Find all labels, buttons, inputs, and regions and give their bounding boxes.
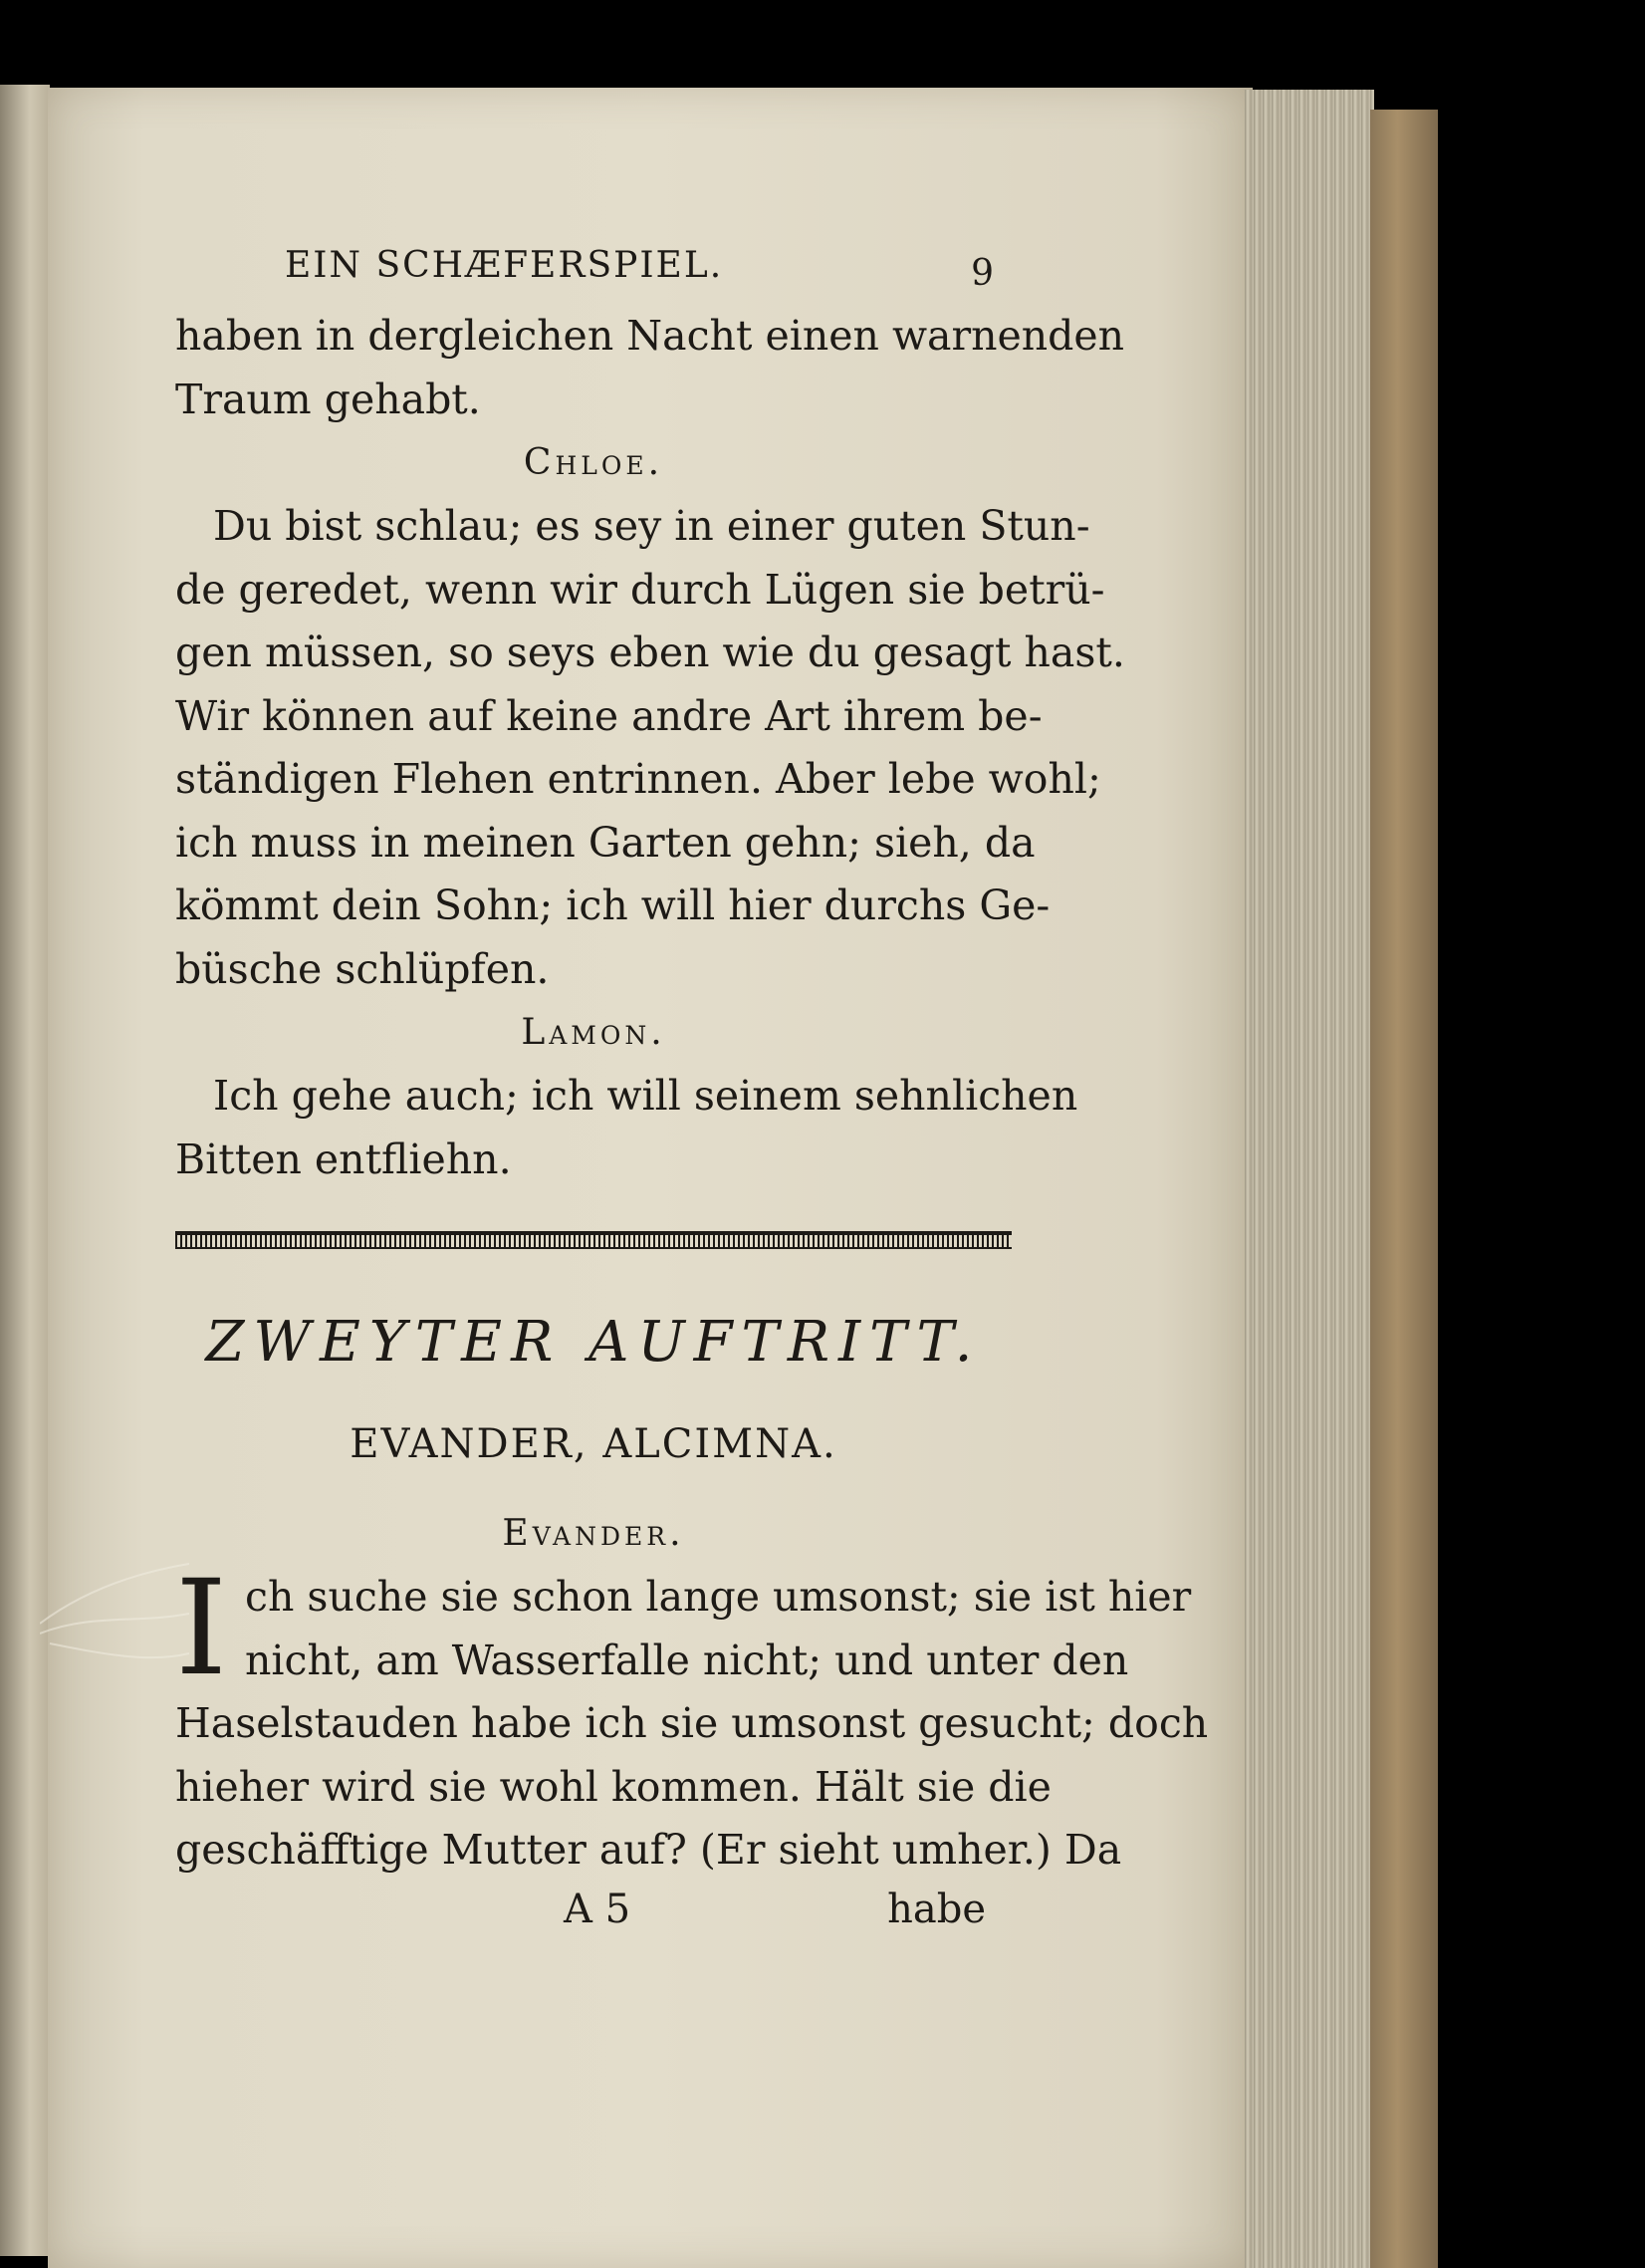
- speaker-lamon: Lamon.: [521, 1012, 666, 1053]
- text-line: nicht, am Wasserfalle nicht; und unter den: [245, 1636, 1129, 1684]
- text-line: kömmt dein Sohn; ich will hier durchs Ge-: [175, 882, 1051, 929]
- text-line: büsche schlüpfen.: [175, 944, 550, 993]
- text-line: Haselstauden habe ich sie umsonst gesucht; doch: [175, 1699, 1209, 1747]
- text-line: hieher wird sie wohl kommen. Hält sie die: [175, 1762, 1052, 1811]
- page-number: 9: [971, 253, 994, 294]
- text-line: Traum gehabt.: [175, 375, 481, 423]
- scene-characters: EVANDER, ALCIMNA.: [350, 1421, 837, 1467]
- page-footer: [175, 1887, 1012, 1950]
- speaker-chloe: Chloe.: [523, 442, 664, 483]
- catchword: habe: [887, 1886, 986, 1932]
- text-line: ch suche sie schon lange umsonst; sie ist hier: [245, 1573, 1192, 1621]
- signature-mark: A 5: [564, 1886, 631, 1932]
- page-stack-edge: [1245, 90, 1374, 2268]
- running-head: [175, 245, 1012, 305]
- text-line: Du bist schlau; es sey in einer guten Stun-: [213, 502, 1090, 550]
- text-line: gen müssen, so seys eben wie du gesagt hast.: [175, 629, 1125, 676]
- speaker-evander: Evander.: [502, 1513, 685, 1554]
- text-line: Bitten entfliehn.: [175, 1134, 512, 1183]
- text-line: geschäfftige Mutter auf? (Er sieht umher.) Da: [175, 1826, 1122, 1874]
- text-line: ständigen Flehen entrinnen. Aber lebe wohl;: [175, 755, 1101, 803]
- drop-cap-paragraph: [175, 1552, 1209, 1883]
- page-text: [175, 245, 1209, 1950]
- section-rule: [175, 1231, 1012, 1249]
- text-line: haben in dergleichen Nacht einen warnenden: [175, 312, 1125, 360]
- scene-title: ZWEYTER AUFTRITT.: [205, 1310, 982, 1375]
- left-page-edge: [0, 85, 50, 2256]
- book-fore-edge: [1370, 110, 1438, 2268]
- text-line: Ich gehe auch; ich will seinem sehnlichen: [213, 1072, 1078, 1120]
- text-line: Wir können auf keine andre Art ihrem be-: [175, 691, 1043, 740]
- drop-cap: I: [175, 1552, 228, 1705]
- loose-thread-icon: [40, 1554, 189, 1693]
- running-title: EIN SCHÆFERSPIEL.: [285, 245, 724, 286]
- text-line: ich muss in meinen Garten gehn; sieh, da: [175, 818, 1036, 867]
- text-line: de geredet, wenn wir durch Lügen sie betrü-: [175, 565, 1105, 614]
